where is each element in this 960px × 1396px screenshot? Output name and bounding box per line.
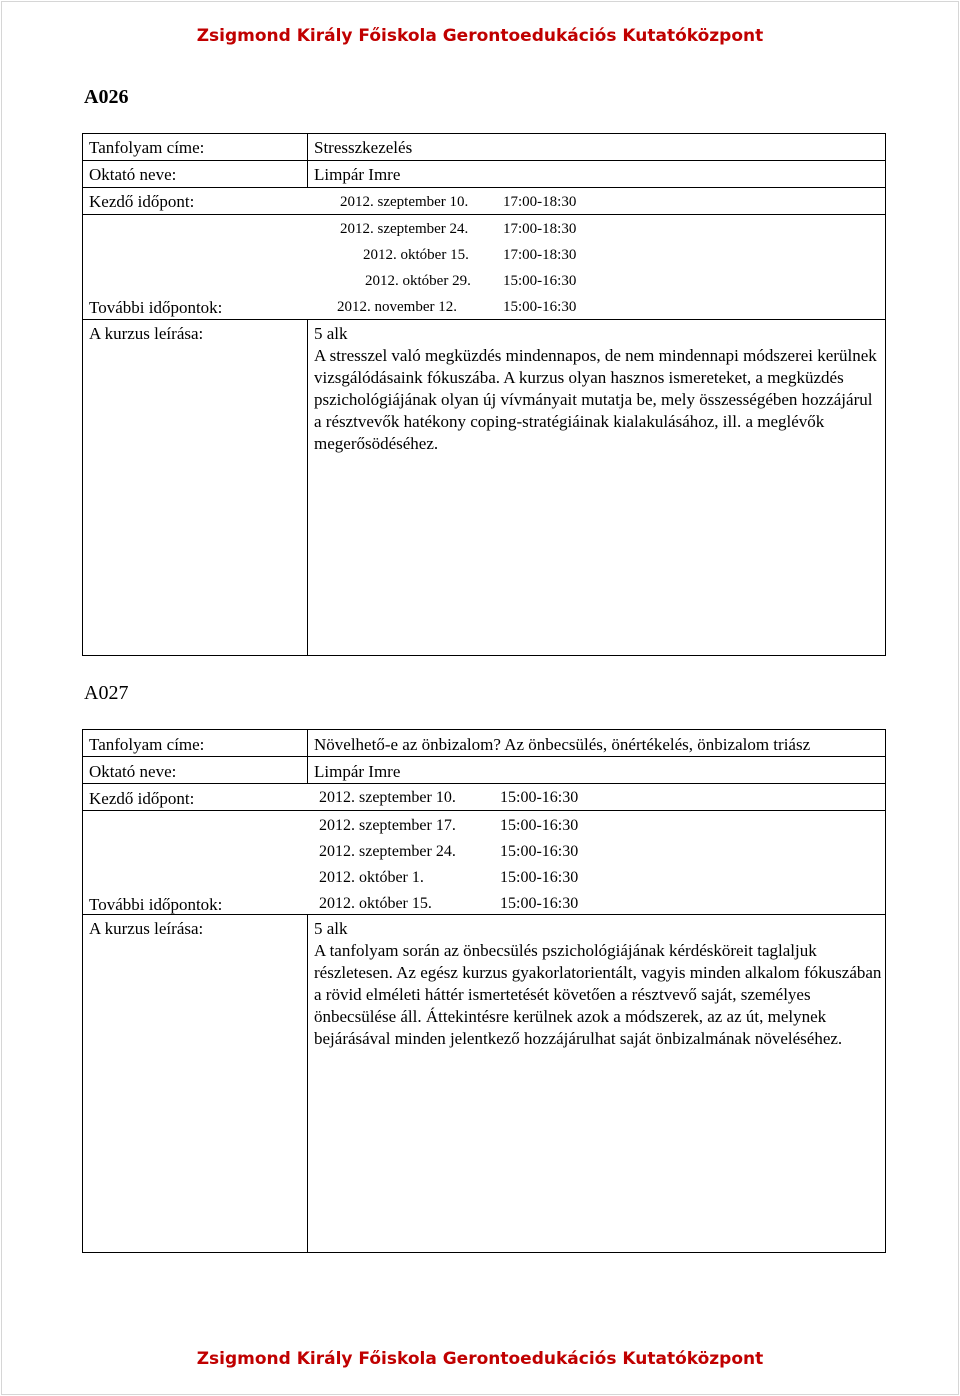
course-code: A027 — [84, 682, 129, 704]
course-description — [314, 323, 882, 455]
label-description: A kurzus leírása: — [89, 324, 204, 343]
extra-time: 15:00-16:30 — [500, 895, 579, 912]
description-text: A tanfolyam során az önbecsülés pszichológiájának kérdésköreit taglaljuk részletesen. Az egész kurzus gyakorlatorientált, vagyis minden alkalom fókuszában a rövid elméleti háttér ismertetését követően a résztvevő saját, személyes önbecsülése áll. Áttekintésre kerülnek azok a módszerek, az az út, melynek bejárásával minden jelentkező hozzájárulhat saját önbizalmának növeléséhez. — [314, 941, 882, 1048]
start-date: 2012. szeptember 10. — [319, 789, 456, 806]
instructor-name: Limpár Imre — [314, 762, 401, 781]
row-description — [83, 320, 885, 655]
extra-time: 15:00-16:30 — [500, 843, 579, 860]
extra-date: 2012. október 15. — [363, 247, 469, 263]
row-description — [83, 915, 885, 1252]
row-more-dates — [83, 811, 885, 915]
extra-date: 2012. szeptember 24. — [340, 221, 469, 237]
extra-date: 2012. november 12. — [337, 299, 457, 315]
extra-time: 15:00-16:30 — [500, 817, 579, 834]
page-header: Zsigmond Király Főiskola Gerontoedukációs Kutatóközpont — [196, 26, 764, 46]
row-more-dates — [83, 215, 885, 320]
label-more-dates: További időpontok: — [89, 298, 223, 317]
extra-time: 15:00-16:30 — [503, 273, 577, 289]
row-title — [83, 730, 885, 757]
label-start: Kezdő időpont: — [89, 789, 195, 808]
extra-date: 2012. október 15. — [319, 895, 432, 912]
row-title — [83, 134, 885, 161]
course-description — [314, 918, 882, 1050]
extra-time: 17:00-18:30 — [503, 221, 577, 237]
session-count: 5 alk — [314, 919, 348, 938]
start-time: 15:00-16:30 — [500, 789, 579, 806]
label-title: Tanfolyam címe: — [89, 735, 205, 754]
course-table-a027 — [82, 729, 886, 1253]
row-instructor — [83, 757, 885, 784]
start-time: 17:00-18:30 — [503, 194, 577, 210]
label-start: Kezdő időpont: — [89, 192, 195, 211]
start-date: 2012. szeptember 10. — [340, 194, 469, 210]
extra-time: 17:00-18:30 — [503, 247, 577, 263]
label-instructor: Oktató neve: — [89, 762, 177, 781]
extra-time: 15:00-16:30 — [500, 869, 579, 886]
extra-date: 2012. szeptember 24. — [319, 843, 456, 860]
page-footer: Zsigmond Király Főiskola Gerontoedukációs Kutatóközpont — [196, 1349, 764, 1369]
label-description: A kurzus leírása: — [89, 919, 204, 938]
label-instructor: Oktató neve: — [89, 165, 177, 184]
extra-date: 2012. október 1. — [319, 869, 424, 886]
instructor-name: Limpár Imre — [314, 165, 401, 184]
extra-time: 15:00-16:30 — [503, 299, 577, 315]
label-more-dates: További időpontok: — [89, 895, 223, 914]
extra-date: 2012. október 29. — [365, 273, 471, 289]
row-instructor — [83, 161, 885, 188]
course-title: Stresszkezelés — [314, 138, 413, 157]
course-code: A026 — [84, 86, 129, 108]
label-title: Tanfolyam címe: — [89, 138, 205, 157]
row-start — [83, 784, 885, 811]
extra-date: 2012. szeptember 17. — [319, 817, 456, 834]
description-text: A stresszel való megküzdés mindennapos, de nem mindennapi módszerei kerülnek vizsgálódásaink fókuszába. A kurzus olyan hasznos ismereteket, a megküzdés pszichológiájának olyan új vívmányait mutatja be, mely összességében hozzájárul a résztvevők hatékony coping-stratégiáinak kialakulásához, ill. a meglévők megerősödéséhez. — [314, 346, 877, 453]
row-start — [83, 188, 885, 215]
course-table-a026 — [82, 133, 886, 656]
course-title: Növelhető-e az önbizalom? Az önbecsülés, önértékelés, önbizalom triász — [314, 735, 811, 754]
session-count: 5 alk — [314, 324, 348, 343]
